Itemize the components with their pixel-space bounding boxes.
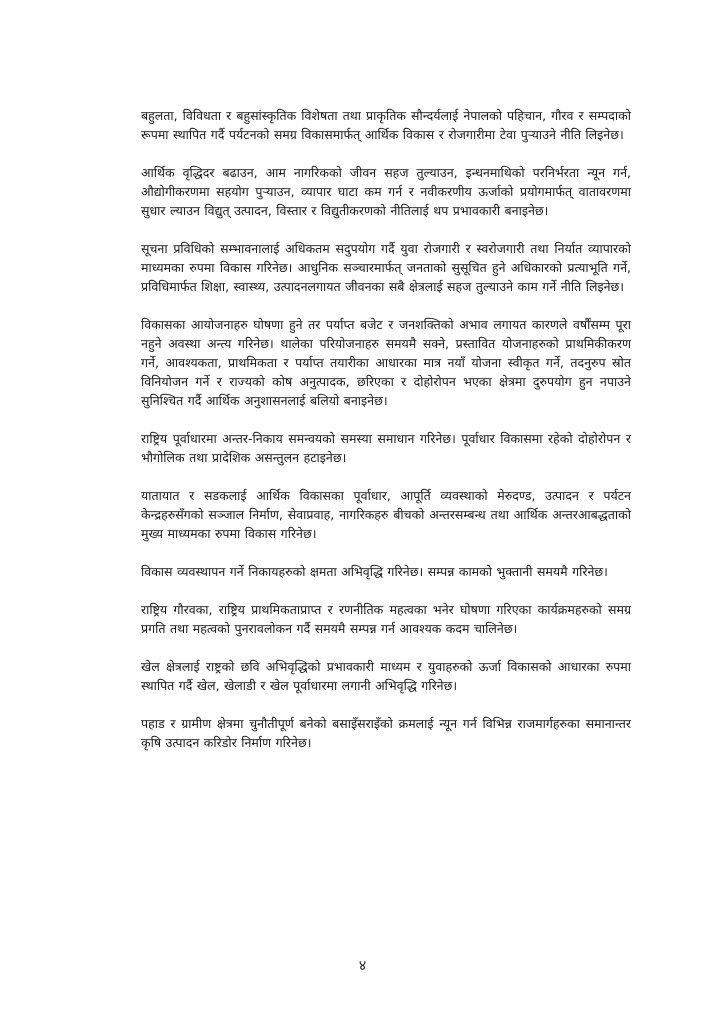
paragraph-national-pride-projects: राष्ट्रिय गौरवका, राष्ट्रिय प्राथमिकताप्राप्त र रणनीतिक महत्वका भनेर घोषणा गरिएका कार्यक्रमहरुको समग्र प्रगति तथा महत्वको पुनरावलोकन गर्दै समयमै सम्पन्न गर्न आवश्यक कदम चालिनेछ। bbox=[141, 602, 631, 636]
page-number: ४ bbox=[358, 958, 367, 974]
paragraph-sports: खेल क्षेत्रलाई राष्ट्रको छवि अभिवृद्धिको प्रभावकारी माध्यम र युवाहरुको ऊर्जा विकासको आधारका रुपमा स्थापित गर्दै खेल, खेलाडी र खेल पूर्वाधारमा लगानी अभिवृद्धि गरिनेछ। bbox=[141, 659, 631, 693]
paragraph-transport-roads: यातायात र सडकलाई आर्थिक विकासका पूर्वाधार, आपूर्ति व्यवस्थाको मेरुदण्ड, उत्पादन र पर्यटन केन्द्रहरुसँगको सञ्जाल निर्माण, सेवाप्रवाह, नागरिकहरु बीचको अन्तरसम्बन्ध तथा आर्थिक अन्तरआबद्धताको मुख्य माध्यमका रुपमा विकास गरिनेछ। bbox=[141, 488, 631, 541]
document-body bbox=[141, 106, 631, 771]
paragraph-agriculture-corridor: पहाड र ग्रामीण क्षेत्रमा चुनौतीपूर्ण बनेको बसाइँसराइँको क्रमलाई न्यून गर्न विभिन्न राजमार्गहरुका समानान्तर कृषि उत्पादन करिडोर निर्माण गरिनेछ। bbox=[141, 716, 631, 750]
paragraph-infrastructure-coordination: राष्ट्रिय पूर्वाधारमा अन्तर-निकाय समन्वयको समस्या समाधान गरिनेछ। पूर्वाधार विकासमा रहेको दोहोरोपन र भौगोलिक तथा प्रादेशिक असन्तुलन हटाइनेछ। bbox=[141, 431, 631, 465]
paragraph-information-technology: सूचना प्रविधिको सम्भावनालाई अधिकतम सदुपयोग गर्दै युवा रोजगारी र स्वरोजगारी तथा निर्यात व्यापारको माध्यमका रुपमा विकास गरिनेछ। आधुनिक सञ्चारमार्फत् जनताको सुसूचित हुने अधिकारको प्रत्याभूति गर्ने, प्रविधिमार्फत शिक्षा, स्वास्थ्य, उत्पादनलगायत जीवनका सबै क्षेत्रलाई सहज तुल्याउने काम गर्ने नीति लिइनेछ। bbox=[141, 241, 631, 294]
paragraph-project-management: विकासका आयोजनाहरु घोषणा हुने तर पर्याप्त बजेट र जनशक्तिको अभाव लगायत कारणले वर्षौंसम्म पूरा नहुने अवस्था अन्त्य गरिनेछ। थालेका परियोजनाहरु समयमै सक्ने, प्रस्तावित योजनाहरुको प्राथमिकीकरण गर्ने, आवश्यकता, प्राथमिकता र पर्याप्त तयारीका आधारका मात्र नयाँ योजना स्वीकृत गर्ने, तदनुरुप स्रोत विनियोजन गर्ने र राज्यको कोष अनुत्पादक, छरिएका र दोहोरोपन भएका क्षेत्रमा दुरुपयोग हुन नपाउने सुनिश्चित गर्दै आर्थिक अनुशासनलाई बलियो बनाइनेछ। bbox=[141, 317, 631, 408]
paragraph-tourism: बहुलता, विविधता र बहुसांस्कृतिक विशेषता तथा प्राकृतिक सौन्दर्यलाई नेपालको पहिचान, गौरव र सम्पदाको रूपमा स्थापित गर्दै पर्यटनको समग्र विकासमार्फत् आर्थिक विकास र रोजगारीमा टेवा पुऱ्याउने नीति लिइनेछ। bbox=[141, 108, 631, 142]
paragraph-development-capacity: विकास व्यवस्थापन गर्ने निकायहरुको क्षमता अभिवृद्धि गरिनेछ। सम्पन्न कामको भुक्तानी समयमै गरिनेछ। bbox=[141, 564, 608, 579]
paragraph-energy: आर्थिक वृद्धिदर बढाउन, आम नागरिकको जीवन सहज तुल्याउन, इन्धनमाथिको परनिर्भरता न्यून गर्न, औद्योगीकरणमा सहयोग पुऱ्याउन, व्यापार घाटा कम गर्न र नवीकरणीय ऊर्जाको प्रयोगमार्फत् वातावरणमा सुधार ल्याउन विद्युत् उत्पादन, विस्तार र विद्युतीकरणको नीतिलाई थप प्रभावकारी बनाइनेछ। bbox=[141, 165, 631, 218]
